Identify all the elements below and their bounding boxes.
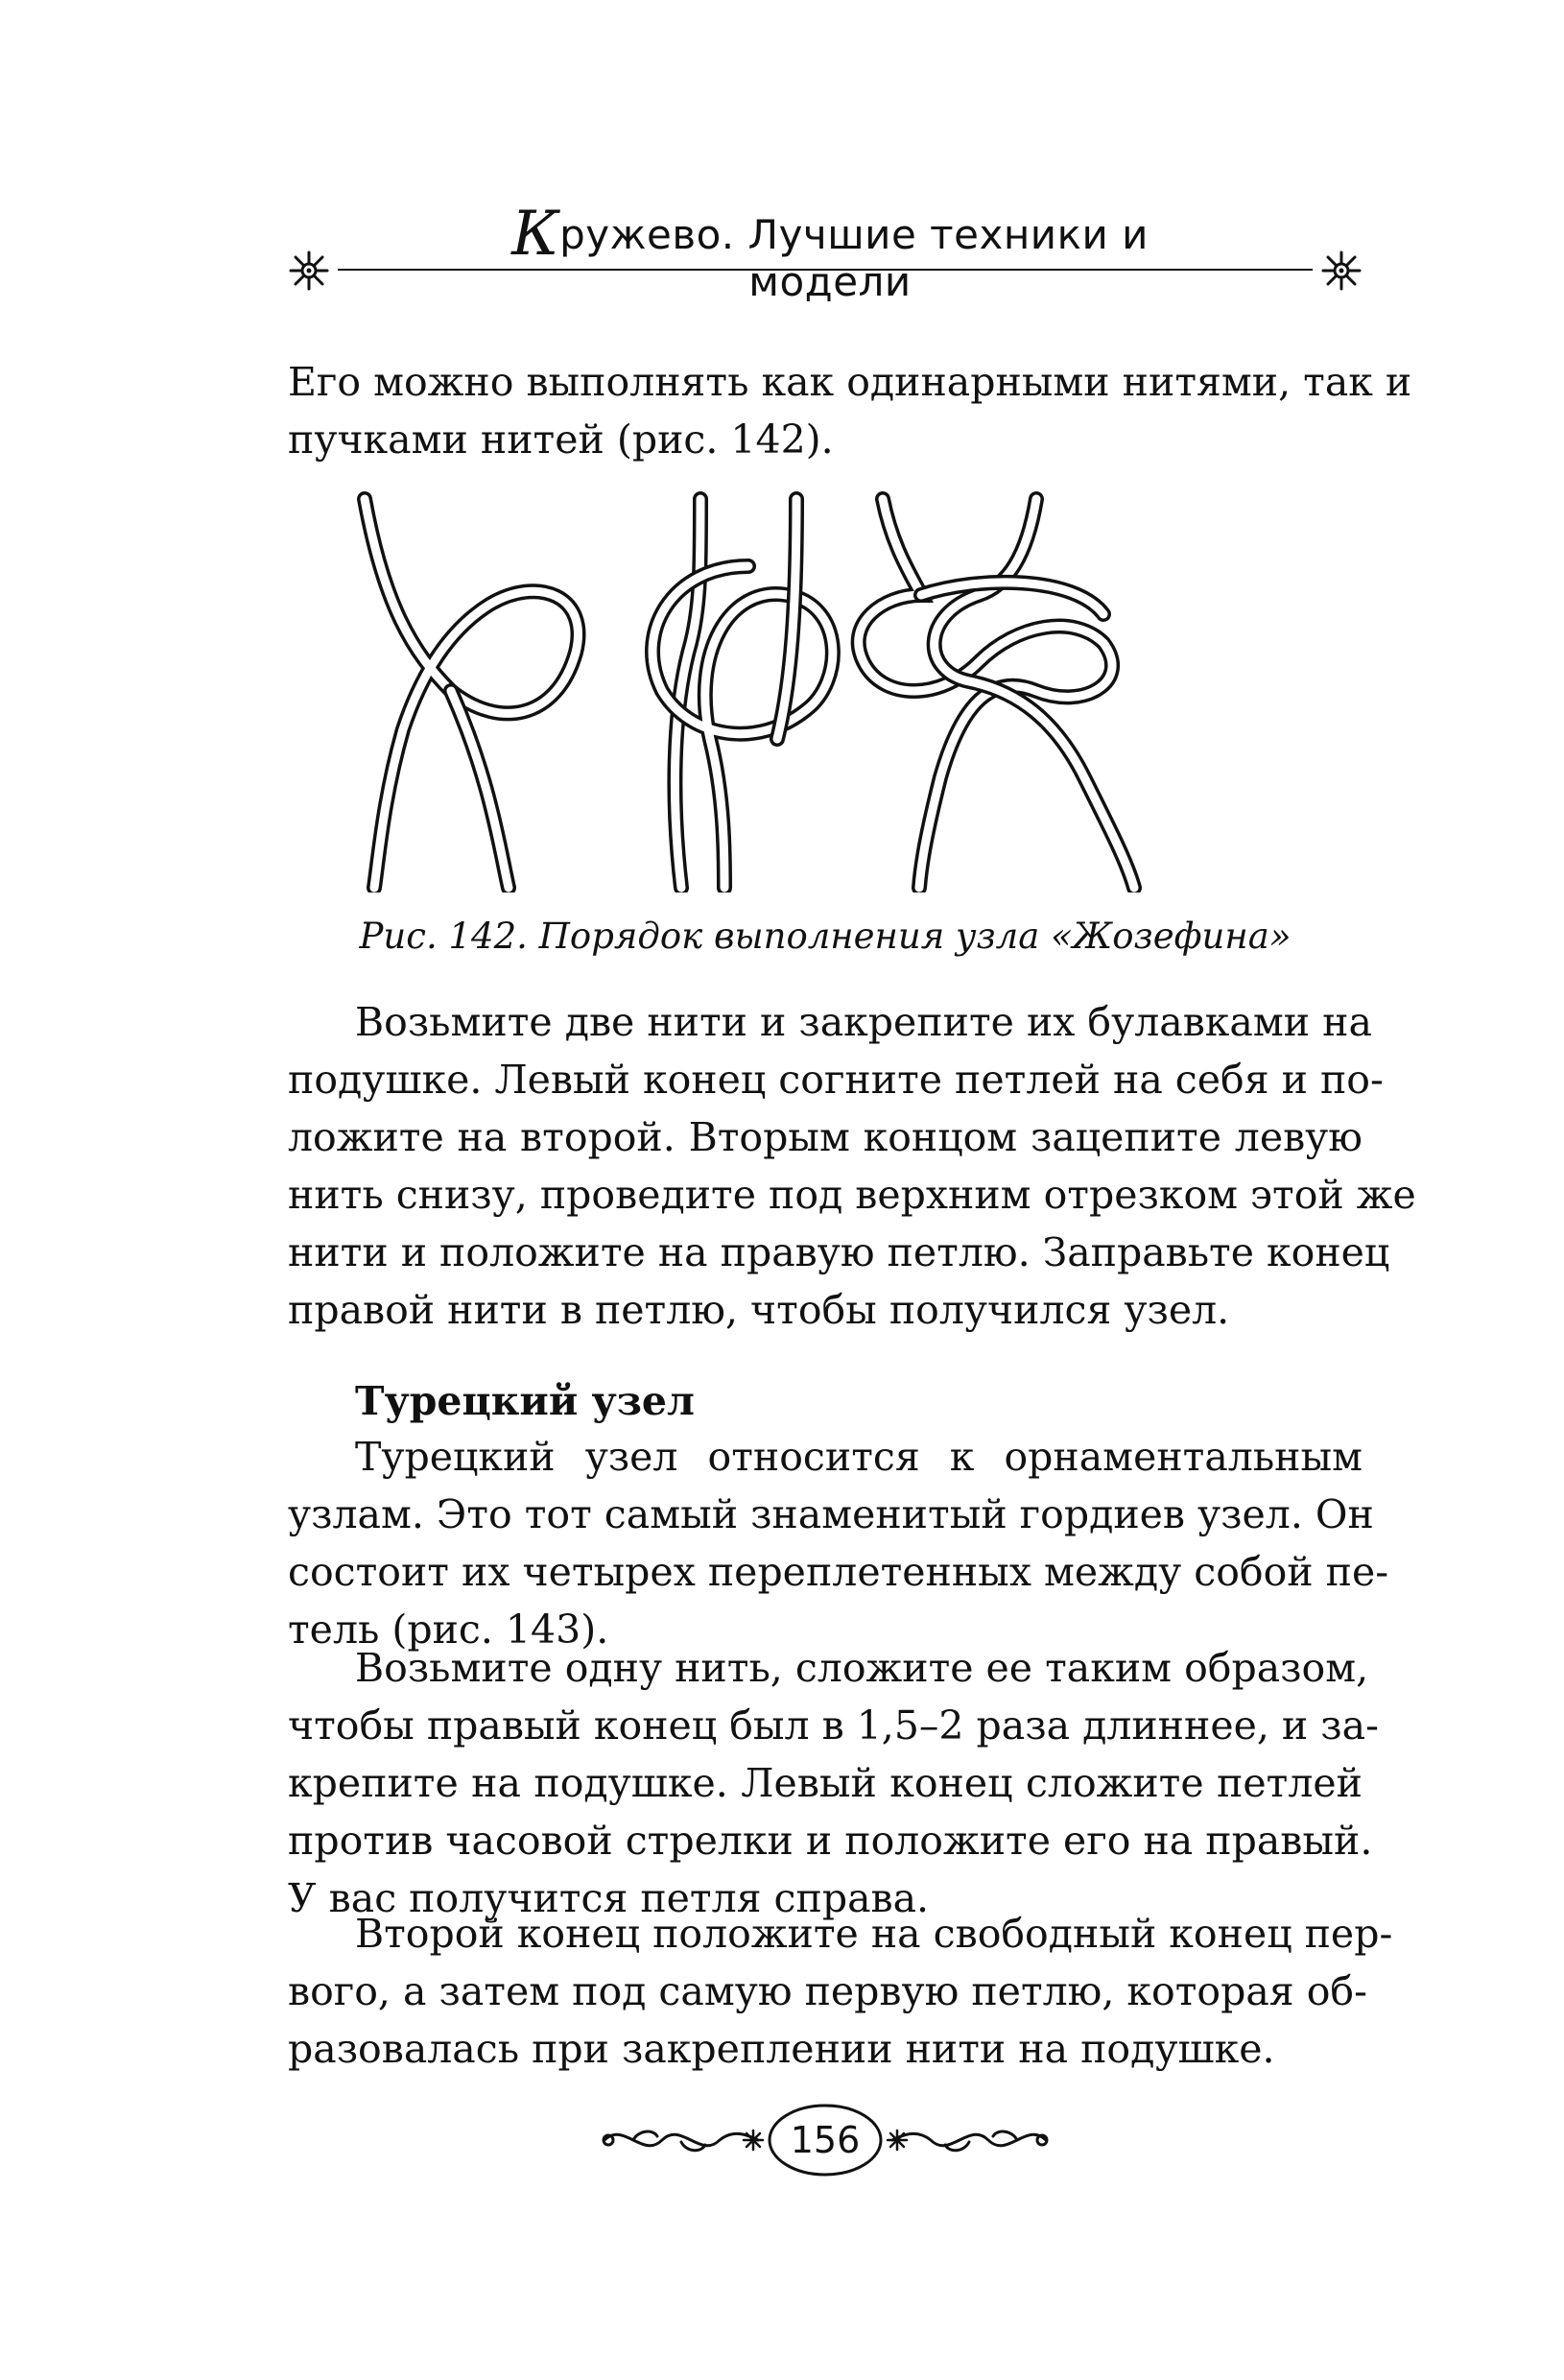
- text-line: Второй конец положите на свободный конец пер-: [355, 1911, 1393, 1957]
- knot-illustration: [345, 489, 1305, 892]
- running-head-title: [456, 199, 1204, 305]
- body-paragraph: [288, 1639, 1379, 1927]
- page-number: 156: [790, 2119, 861, 2161]
- text-line: крепите на подушке. Левый конец сложите петлей: [288, 1760, 1363, 1806]
- body-paragraph: [288, 993, 1416, 1339]
- text-line: У вас получится петля справа.: [288, 1875, 930, 1921]
- section-heading: Турецкий узел: [355, 1378, 695, 1424]
- flower-ornament-icon: [1320, 250, 1363, 292]
- text-line: против часовой стрелки и положите его на правый.: [288, 1818, 1373, 1864]
- text-line: Возьмите две нити и закрепите их булавками на: [355, 999, 1372, 1045]
- josephine-knot-steps-drawing: [345, 489, 1305, 892]
- running-head: [288, 192, 1363, 305]
- header-rule: [338, 269, 1313, 271]
- text-line: Его можно выполнять как одинарными нитями, так и: [288, 359, 1412, 405]
- body-paragraph: [288, 1905, 1393, 2078]
- title-rest: ружево. Лучшие техники и модели: [559, 211, 1149, 305]
- knot-step-2-drawing: [652, 499, 833, 888]
- text-line: пучками нитей (рис. 142).: [288, 416, 834, 463]
- knot-step-3-drawing: [859, 499, 1134, 888]
- page-footer: [595, 2092, 1055, 2188]
- text-line: узлам. Это тот самый знаменитый гордиев узел. Он: [288, 1491, 1374, 1537]
- body-paragraph: [288, 1428, 1389, 1658]
- intro-paragraph: [288, 353, 1412, 468]
- flower-ornament-icon: [288, 250, 330, 292]
- text-line: подушке. Левый конец согните петлей на себя и по-: [288, 1057, 1384, 1103]
- text-line: чтобы правый конец был в 1,5–2 раза длиннее, и за-: [288, 1702, 1379, 1749]
- text-line: Турецкий узел относится к орнаментальным: [355, 1434, 1363, 1480]
- text-line: тель (рис. 143).: [288, 1606, 609, 1653]
- text-line: нити и положите на правую петлю. Заправьте конец: [288, 1229, 1390, 1275]
- text-line: нить снизу, проведите под верхним отрезком этой же: [288, 1172, 1416, 1218]
- text-line: Возьмите одну нить, сложите ее таким образом,: [355, 1645, 1369, 1691]
- knot-step-1-drawing: [365, 499, 579, 888]
- text-line: состоит их четырех переплетенных между собой пе-: [288, 1549, 1389, 1595]
- text-line: разовалась при закреплении нити на подушке.: [288, 2026, 1275, 2072]
- title-initial: К: [511, 199, 560, 270]
- text-line: правой нити в петлю, чтобы получился узел.: [288, 1287, 1230, 1333]
- figure-caption: Рис. 142. Порядок выполнения узла «Жозефина»: [359, 916, 1291, 957]
- text-line: ложите на второй. Вторым концом зацепите левую: [288, 1114, 1363, 1160]
- text-line: вого, а затем под самую первую петлю, которая об-: [288, 1968, 1367, 2014]
